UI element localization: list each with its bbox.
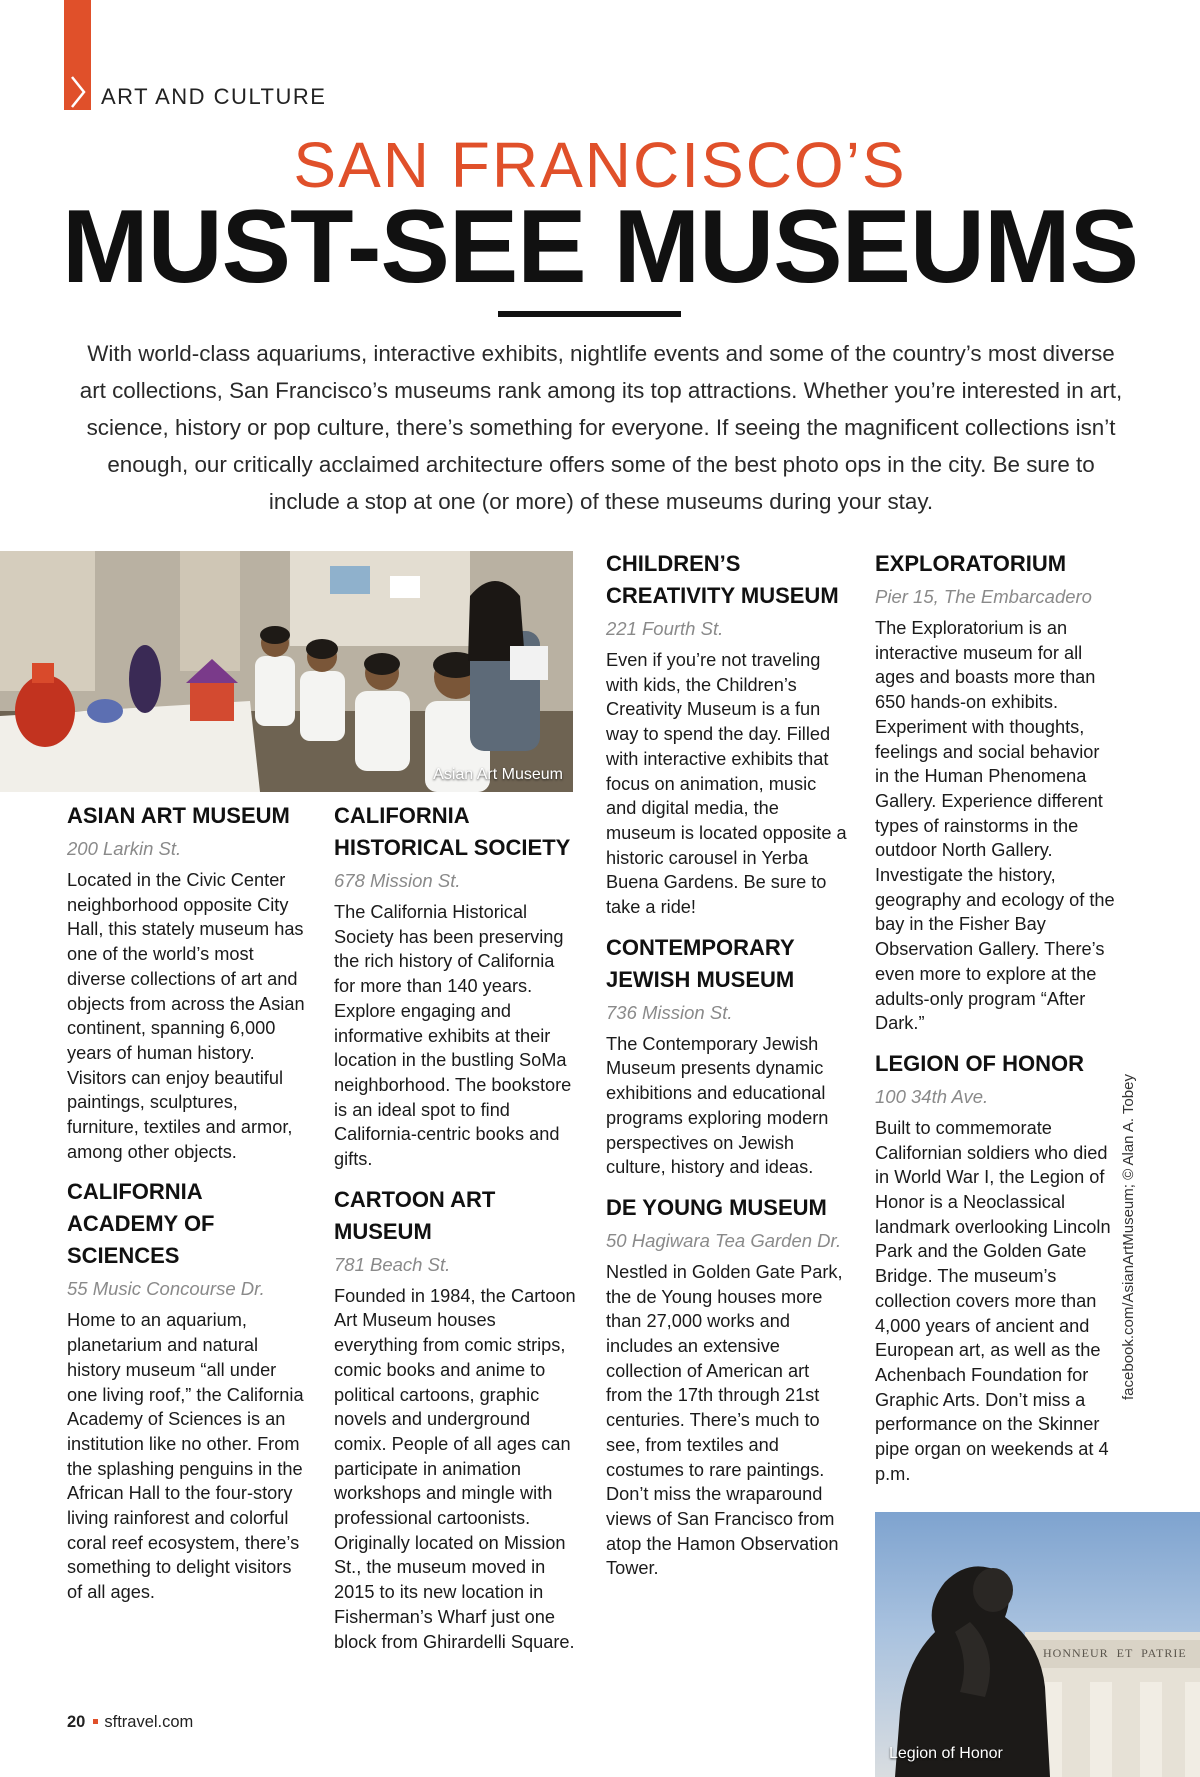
page-number: 20: [67, 1713, 86, 1731]
column-2: [334, 800, 579, 1666]
chevron-right-icon: [69, 75, 87, 109]
photo-caption: Asian Art Museum: [433, 766, 563, 783]
intro-paragraph: With world-class aquariums, interactive exhibits, nightlife events and some of the country’s most diverse art collections, San Francisco’s museums rank among its top attractions. Whether you’re interested in art, science, history or pop culture, there’s something for everyone. If seeing the magnificent collections isn’t enough, our critically acclaimed architecture offers some of the best photo ops in the city. Be sure to include a stop at one (or more) of these museums during your stay.: [79, 341, 1123, 514]
museum-description: Built to commemorate Californian soldiers who died in World War I, the Legion of Honor is a Neoclassical landmark overlooking Lincoln Park and the Golden Gate Bridge. The museum’s collection covers more than 4,000 years of ancient and European art, as well as the Achenbach Foundation for Graphic Arts. Don’t miss a performance on the Skinner pipe organ on weekends at 4 p.m.: [875, 1117, 1111, 1484]
museum-description: Founded in 1984, the Cartoon Art Museum houses everything from comic strips, comic books and anime to political cartoons, graphic novels and underground comix. People of all ages can participate in animation workshops and mingle with professional cartoonists. Originally located on Mission St., the museum moved in 2015 to its new location in Fisherman’s Wharf just one block from Ghirardelli Square.: [334, 1285, 576, 1652]
page-title: MUST-SEE MUSEUMS: [61, 189, 1139, 305]
museum-description: The Exploratorium is an interactive museum for all ages and boasts more than 650 hands-on exhibits. Experiment with thoughts, feelings and social behavior in the Human Phenomena Gallery. Experience different types of rainstorms in the outdoor North Gallery. Investigate the history, geography and ecology of the bay in the Fisher Bay Observation Gallery. There’s even more to explore at the adults-only program “After Dark.”: [875, 618, 1115, 1034]
museum-description: Nestled in Golden Gate Park, the de Young houses more than 27,000 works and includes an extensive collection of American art from the 17th through 21st centuries. There’s much to see, from textiles and costumes to rare paintings. Don’t miss the wraparound views of San Francisco from atop the Hamon Observation Tower.: [606, 1261, 843, 1579]
museum-address: 200 Larkin St.: [67, 838, 182, 859]
page-kicker: SAN FRANCISCO’S: [293, 129, 907, 201]
museum-description: The California Historical Society has been preserving the rich history of California for more than 140 years. Explore engaging and informative exhibits at their location in the bustling SoMa neighborhood. The bookstore is an ideal spot to find California-centric books and gifts.: [334, 902, 572, 1170]
museum-name: CARTOON ART MUSEUM: [334, 1186, 496, 1244]
museum-name: EXPLORATORIUM: [875, 551, 1067, 576]
museum-address: 678 Mission St.: [334, 870, 461, 891]
museum-address: 781 Beach St.: [334, 1253, 451, 1275]
museum-address: 221 Fourth St.: [606, 618, 724, 639]
museum-name: ASIAN ART MUSEUM: [67, 803, 290, 828]
museum-description: Home to an aquarium, planetarium and natural history museum “all under one living roof,” the California Academy of Sciences is an institution like no other. From the splashing penguins in the African Hall to the four-story living rainforest and colorful coral reef ecosystem, there’s something to delight visitors of all ages.: [67, 1310, 304, 1603]
column-3: [606, 548, 850, 1593]
page-footer: [67, 1713, 193, 1732]
museum-address: 50 Hagiwara Tea Garden Dr.: [606, 1229, 842, 1251]
museum-entry-academy-of-sciences: [67, 1176, 307, 1604]
footer-separator: [93, 1719, 98, 1724]
museum-entry-asian-art: [67, 800, 307, 1164]
photo-credit: facebook.com/AsianArtMuseum; © Alan A. Tobey: [1120, 1074, 1137, 1400]
museum-entry-contemporary-jewish: [606, 932, 850, 1180]
museum-address: Pier 15, The Embarcadero: [875, 586, 1092, 607]
asian-art-museum-photo: [0, 551, 573, 792]
legion-of-honor-photo: [875, 1512, 1200, 1777]
museum-name: LEGION OF HONOR: [875, 1050, 1084, 1076]
museum-entry-exploratorium: [875, 548, 1115, 1036]
building-inscription: HONNEUR ET PATRIE: [1043, 1646, 1187, 1660]
museum-name: CALIFORNIA ACADEMY OF SCIENCES: [67, 1179, 215, 1269]
section-tab: [64, 0, 91, 110]
museum-description: The Contemporary Jewish Museum presents dynamic exhibitions and educational programs exploring modern perspectives on Jewish culture, history and ideas.: [606, 1033, 829, 1178]
museum-name: CONTEMPORARY JEWISH MUSEUM: [606, 934, 795, 992]
museum-address: 55 Music Concourse Dr.: [67, 1278, 265, 1300]
museum-entry-de-young: [606, 1192, 850, 1581]
museum-description: Even if you’re not traveling with kids, the Children’s Creativity Museum is a fun way to spend the day. Filled with interactive exhibits that focus on animation, music and digital media, the museum is located opposite a historic carousel in Yerba Buena Gardens. Be sure to take a ride!: [606, 650, 847, 918]
museum-entry-childrens-creativity: [606, 548, 850, 920]
classroom-scene-illustration: [0, 551, 573, 792]
column-1: [67, 800, 307, 1617]
museum-description: Located in the Civic Center neighborhood opposite City Hall, this stately museum has one of the world’s most diverse collections of art and objects from across the Asian continent, spanning 6,000 years of human history. Visitors can enjoy beautiful paintings, sculptures, furniture, textiles and armor, among other objects.: [67, 870, 305, 1162]
thinker-statue-illustration: [875, 1512, 1200, 1777]
museum-entry-historical-society: [334, 800, 579, 1172]
museum-entry-legion-of-honor: [875, 1048, 1115, 1487]
museum-name: CHILDREN’S CREATIVITY MUSEUM: [606, 551, 839, 608]
museum-name: DE YOUNG MUSEUM: [606, 1194, 827, 1220]
museum-address: 736 Mission St.: [606, 1001, 733, 1023]
photo-caption: Legion of Honor: [889, 1745, 1003, 1762]
museum-name: CALIFORNIA HISTORICAL SOCIETY: [334, 803, 571, 860]
column-4: [875, 548, 1115, 1499]
footer-site: sftravel.com: [104, 1713, 194, 1731]
museum-entry-cartoon-art: [334, 1184, 579, 1655]
title-rule: [498, 311, 681, 317]
section-label: ART AND CULTURE: [101, 84, 327, 109]
museum-address: 100 34th Ave.: [875, 1085, 989, 1107]
